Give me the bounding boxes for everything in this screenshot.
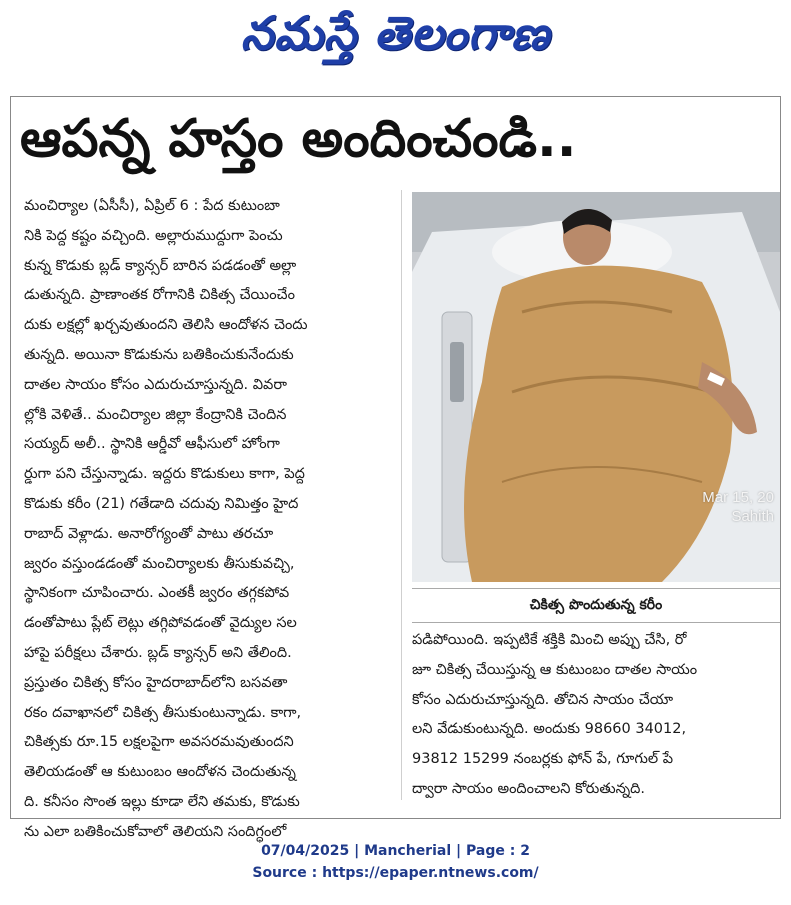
photo-timestamp	[702, 488, 774, 526]
frame-border-top	[10, 96, 781, 97]
body-line: దాతల సాయం కోసం ఎదురుచూస్తున్నది. వివరా	[24, 376, 287, 393]
body-line: ది. కనీసం సొంత ఇల్లు కూడా లేని తమకు, కొడుకు	[24, 793, 300, 810]
footer-source-line[interactable]: Source : https://epaper.ntnews.com/	[252, 865, 539, 881]
caption-rule-bottom	[412, 622, 780, 623]
footer-date-line: 07/04/2025 | Mancherial | Page : 2	[261, 843, 530, 859]
body-line: ను ఎలా బతికించుకోవాలో తెలియని సందిగ్ధంలో	[24, 823, 287, 840]
body-line: ర్డుగా పని చేస్తున్నాడు. ఇద్దరు కొడుకులు కాగా, పెద్ద	[24, 466, 305, 483]
caption-rule-top	[412, 588, 780, 589]
body-line: కోసం ఎదురుచూస్తున్నది. తోచిన సాయం చేయా	[412, 691, 674, 708]
photo-timestamp-name: Sahith	[731, 508, 774, 525]
article-body-left	[24, 192, 396, 848]
body-line: 93812 15299 నంబర్లకు ఫోన్ పే, గూగుల్ పే	[412, 751, 674, 768]
patient-photo	[412, 192, 780, 582]
body-line: చికిత్సకు రూ.15 లక్షలపైగా అవసరమవుతుందని	[24, 734, 294, 751]
masthead-title: నమస్తే తెలంగాణ	[240, 6, 551, 60]
body-line: పడిపోయింది. ఇప్పటికే శక్తికి మించి అప్పు చేసి, రో	[412, 632, 687, 648]
body-line: డుతున్నది. ప్రాణాంతక రోగానికి చికిత్స చేయించేం	[24, 287, 295, 304]
masthead	[0, 0, 791, 78]
body-line: తున్నది. అయినా కొడుకును బతికించుకునేందుకు	[24, 346, 294, 363]
body-line: ద్వారా సాయం అందించాలని కోరుతున్నది.	[412, 780, 645, 797]
body-line: ప్రస్తుతం చికిత్స కోసం హైదరాబాద్‌లోని బసవతా	[24, 674, 288, 691]
article-body-right	[412, 626, 778, 805]
frame-border-left	[10, 96, 11, 818]
body-line: లని వేడుకుంటున్నది. అందుకు 98660 34012,	[412, 721, 687, 738]
body-line: కున్న కొడుకు బ్లడ్ క్యాన్సర్ బారిన పడడంతో అల్లా	[24, 257, 297, 274]
body-line: హాపై పరీక్షలు చేశారు. బ్లడ్ క్యాన్సర్ అని తేలింది.	[24, 644, 292, 661]
body-line: రాబాద్ వెళ్లాడు. అనారోగ్యంతో పాటు తరచూ	[24, 525, 274, 542]
body-line: స్థానికంగా చూపించారు. ఎంతకీ జ్వరం తగ్గకపోవ	[24, 585, 290, 602]
photo-timestamp-date: Mar 15, 20	[702, 489, 774, 506]
body-line: జూ చికిత్స చేయిస్తున్న ఆ కుటుంబం దాతల సాయం	[412, 661, 698, 678]
body-line: నికి పెద్ద కష్టం వచ్చింది. అల్లారుముద్దుగా పెంచు	[24, 227, 283, 244]
body-line: తెలియడంతో ఆ కుటుంబం ఆందోళన చెందుతున్న	[24, 764, 296, 781]
page-footer	[0, 840, 791, 884]
body-line: రకం దవాఖానలో చికిత్స తీసుకుంటున్నాడు. కాగా,	[24, 704, 302, 721]
column-divider	[401, 190, 402, 800]
article-headline: ఆపన్న హస్తం అందించండి..	[20, 109, 577, 169]
body-line: సయ్యద్ అలీ.. స్థానికి ఆర్డీవో ఆఫీసులో హోంగా	[24, 436, 280, 453]
photo-caption: చికిత్స పొందుతున్న కరీం	[529, 597, 663, 613]
body-line: మంచిర్యాల (ఏసీసీ), ఏప్రిల్ 6 : పేద కుటుంబా	[24, 198, 280, 214]
body-line: జ్వరం వస్తుండడంతో మంచిర్యాలకు తీసుకువచ్చి,	[24, 555, 295, 572]
body-line: ల్లోకి వెళితే.. మంచిర్యాల జిల్లా కేంద్రానికి చెందిన	[24, 406, 287, 423]
frame-border-right	[780, 96, 781, 818]
body-line: కొడుకు కరీం (21) గతేడాది చదువు నిమిత్తం హైద	[24, 495, 299, 512]
body-line: డంతోపాటు ప్లేట్ లెట్లు తగ్గిపోవడంతో వైద్యుల సల	[24, 615, 297, 632]
body-line: దుకు లక్షల్లో ఖర్చవుతుందని తెలిసి ఆందోళన చెందు	[24, 317, 308, 334]
